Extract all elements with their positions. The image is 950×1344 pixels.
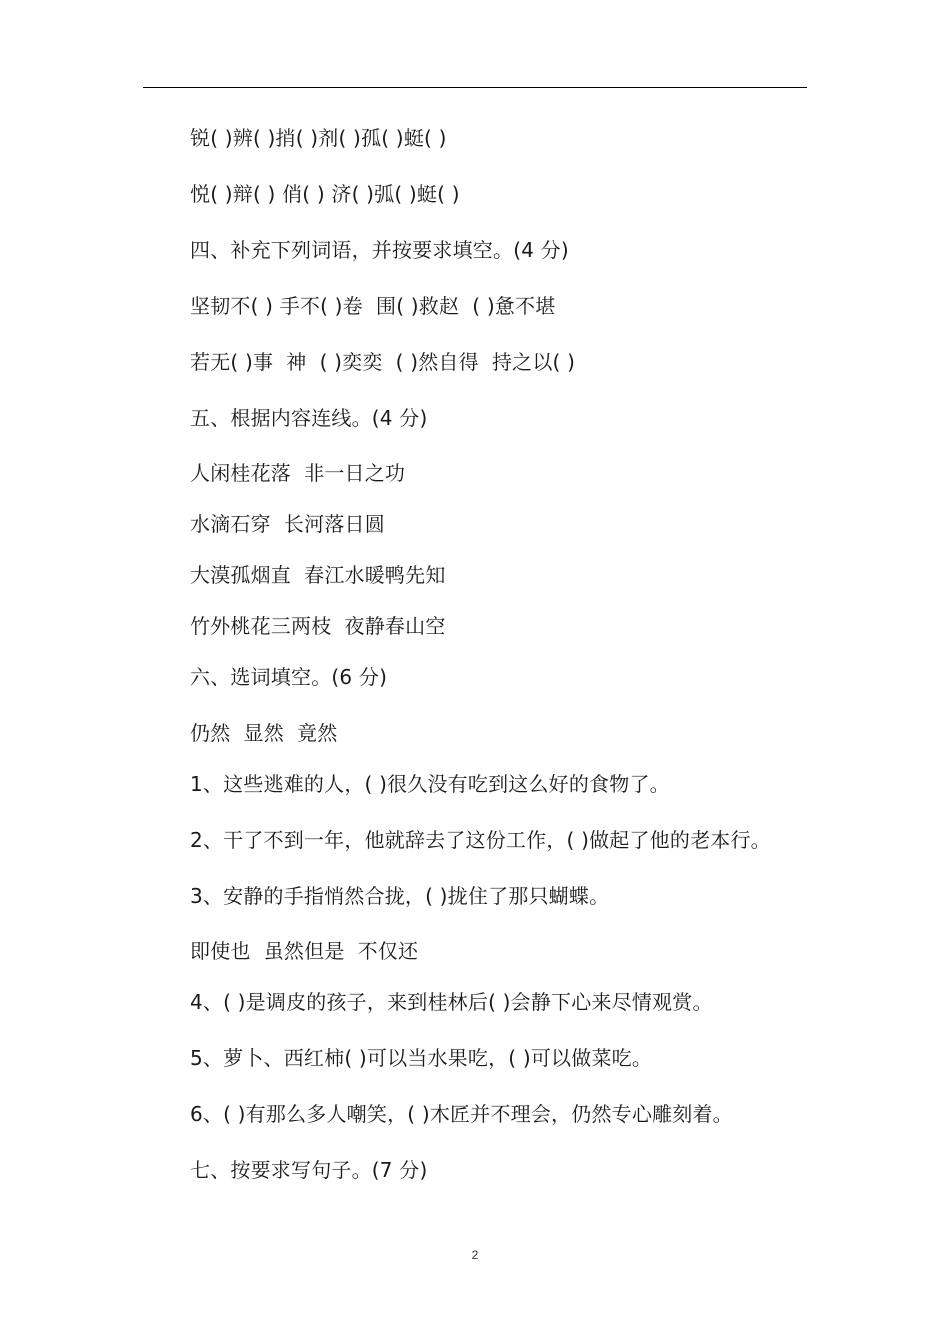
question-1: 1、这些逃难的人，( )很久没有吃到这么好的食物了。 xyxy=(190,772,670,796)
poem-match-row-1: 人闲桂花落 非一日之功 xyxy=(190,461,406,485)
section-4-heading: 四、补充下列词语，并按要求填空。(4 分) xyxy=(190,238,569,262)
question-4: 4、( )是调皮的孩子，来到桂林后( )会静下心来尽情观赏。 xyxy=(190,990,713,1014)
question-2: 2、干了不到一年，他就辞去了这份工作，( )做起了他的老本行。 xyxy=(190,828,771,852)
question-6: 6、( )有那么多人嘲笑，( )木匠并不理会，仍然专心雕刻着。 xyxy=(190,1102,733,1126)
poem-match-row-3: 大漠孤烟直 春江水暖鸭先知 xyxy=(190,563,446,587)
question-3: 3、安静的手指悄然合拢，( )拢住了那只蝴蝶。 xyxy=(190,884,610,908)
idiom-row-1: 坚韧不( ) 手不( )卷 围( )救赵 ( )惫不堪 xyxy=(190,294,556,318)
poem-match-row-2: 水滴石穿 长河落日圆 xyxy=(190,512,385,536)
word-choices-2: 即使也 虽然但是 不仅还 xyxy=(190,939,419,963)
page-number: 2 xyxy=(471,1248,479,1262)
idiom-row-2: 若无( )事 神 ( )奕奕 ( )然自得 持之以( ) xyxy=(190,350,576,374)
section-5-heading: 五、根据内容连线。(4 分) xyxy=(190,406,428,430)
section-6-heading: 六、选词填空。(6 分) xyxy=(190,665,388,689)
poem-match-row-4: 竹外桃花三两枝 夜静春山空 xyxy=(190,614,446,638)
char-pairs-row-1: 锐( )辨( )捎( )剂( )孤( )蜓( ) xyxy=(190,126,447,150)
word-choices-1: 仍然 显然 竟然 xyxy=(190,721,338,745)
section-7-heading: 七、按要求写句子。(7 分) xyxy=(190,1158,428,1182)
question-5: 5、萝卜、西红柿( )可以当水果吃，( )可以做菜吃。 xyxy=(190,1046,653,1070)
char-pairs-row-2: 悦( )辩( ) 俏( ) 济( )弧( )蜓( ) xyxy=(190,182,460,206)
header-rule xyxy=(143,87,807,88)
